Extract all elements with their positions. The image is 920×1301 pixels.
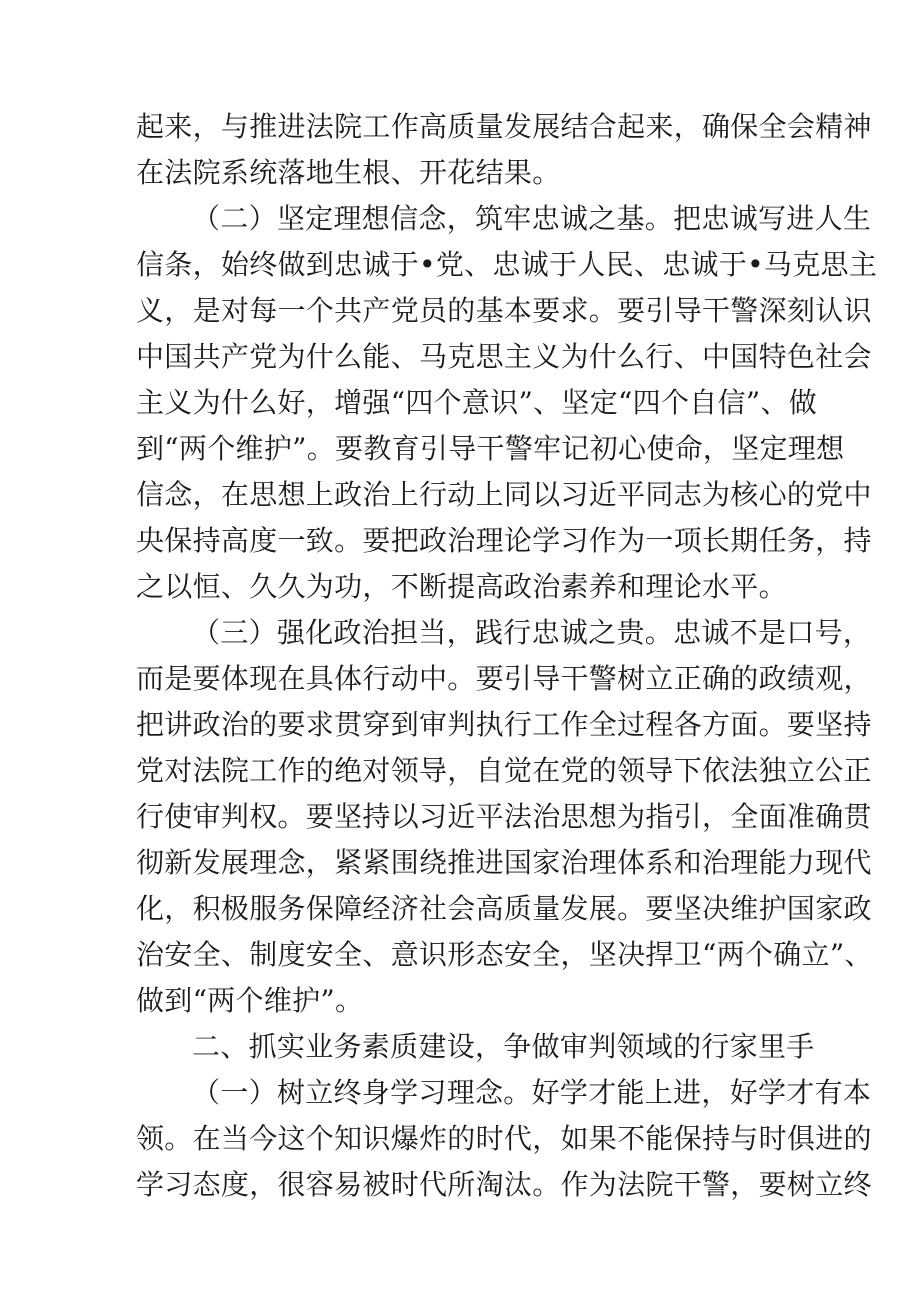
text-line: 学习态度，很容易被时代所淘汰。作为法院干警，要树立终 [136, 1168, 872, 1201]
text-line: 在法院系统落地生根、开花结果。 [136, 156, 561, 189]
text-line: 到“两个维护”。要教育引导干警牢记初心使命，坚定理想 [136, 432, 845, 465]
text-line: 之以恒、久久为功，不断提高政治素养和理论水平。 [136, 570, 787, 603]
text-line: 把讲政治的要求贯穿到审判执行工作全过程各方面。要坚持 [136, 708, 872, 741]
text-line: 信念，在思想上政治上行动上同以习近平同志为核心的党中 [136, 478, 872, 511]
paragraph-heading: （一）树立终身学习理念。好学才能上进，好学才有本 [192, 1076, 872, 1109]
paragraph-heading: （三）强化政治担当，践行忠诚之贵。忠诚不是口号， [192, 616, 872, 649]
text-line: 彻新发展理念，紧紧围绕推进国家治理体系和治理能力现代 [136, 846, 872, 879]
text-line: 领。在当今这个知识爆炸的时代，如果不能保持与时俱进的 [136, 1122, 872, 1155]
text-line: 主义为什么好，增强“四个意识”、坚定“四个自信”、做 [136, 386, 818, 419]
text-line: 信条，始终做到忠诚于•党、忠诚于人民、忠诚于•马克思主 [136, 248, 878, 281]
text-line: 而是要体现在具体行动中。要引导干警树立正确的政绩观， [136, 662, 872, 695]
text-line: 义，是对每一个共产党员的基本要求。要引导干警深刻认识 [136, 294, 872, 327]
text-line: 行使审判权。要坚持以习近平法治思想为指引，全面准确贯 [136, 800, 872, 833]
text-line: 党对法院工作的绝对领导，自觉在党的领导下依法独立公正 [136, 754, 872, 787]
text-line: 治安全、制度安全、意识形态安全，坚决捍卫“两个确立”、 [136, 938, 873, 971]
text-line: 做到“两个维护”。 [136, 984, 364, 1017]
section-heading: 二、抓实业务素质建设，争做审判领域的行家里手 [192, 1030, 815, 1063]
text-line: 央保持高度一致。要把政治理论学习作为一项长期任务，持 [136, 524, 872, 557]
text-line: 化，积极服务保障经济社会高质量发展。要坚决维护国家政 [136, 892, 872, 925]
text-line: 中国共产党为什么能、马克思主义为什么行、中国特色社会 [136, 340, 872, 373]
paragraph-heading: （二）坚定理想信念，筑牢忠诚之基。把忠诚写进人生 [192, 202, 872, 235]
text-line: 起来，与推进法院工作高质量发展结合起来，确保全会精神 [136, 110, 872, 143]
